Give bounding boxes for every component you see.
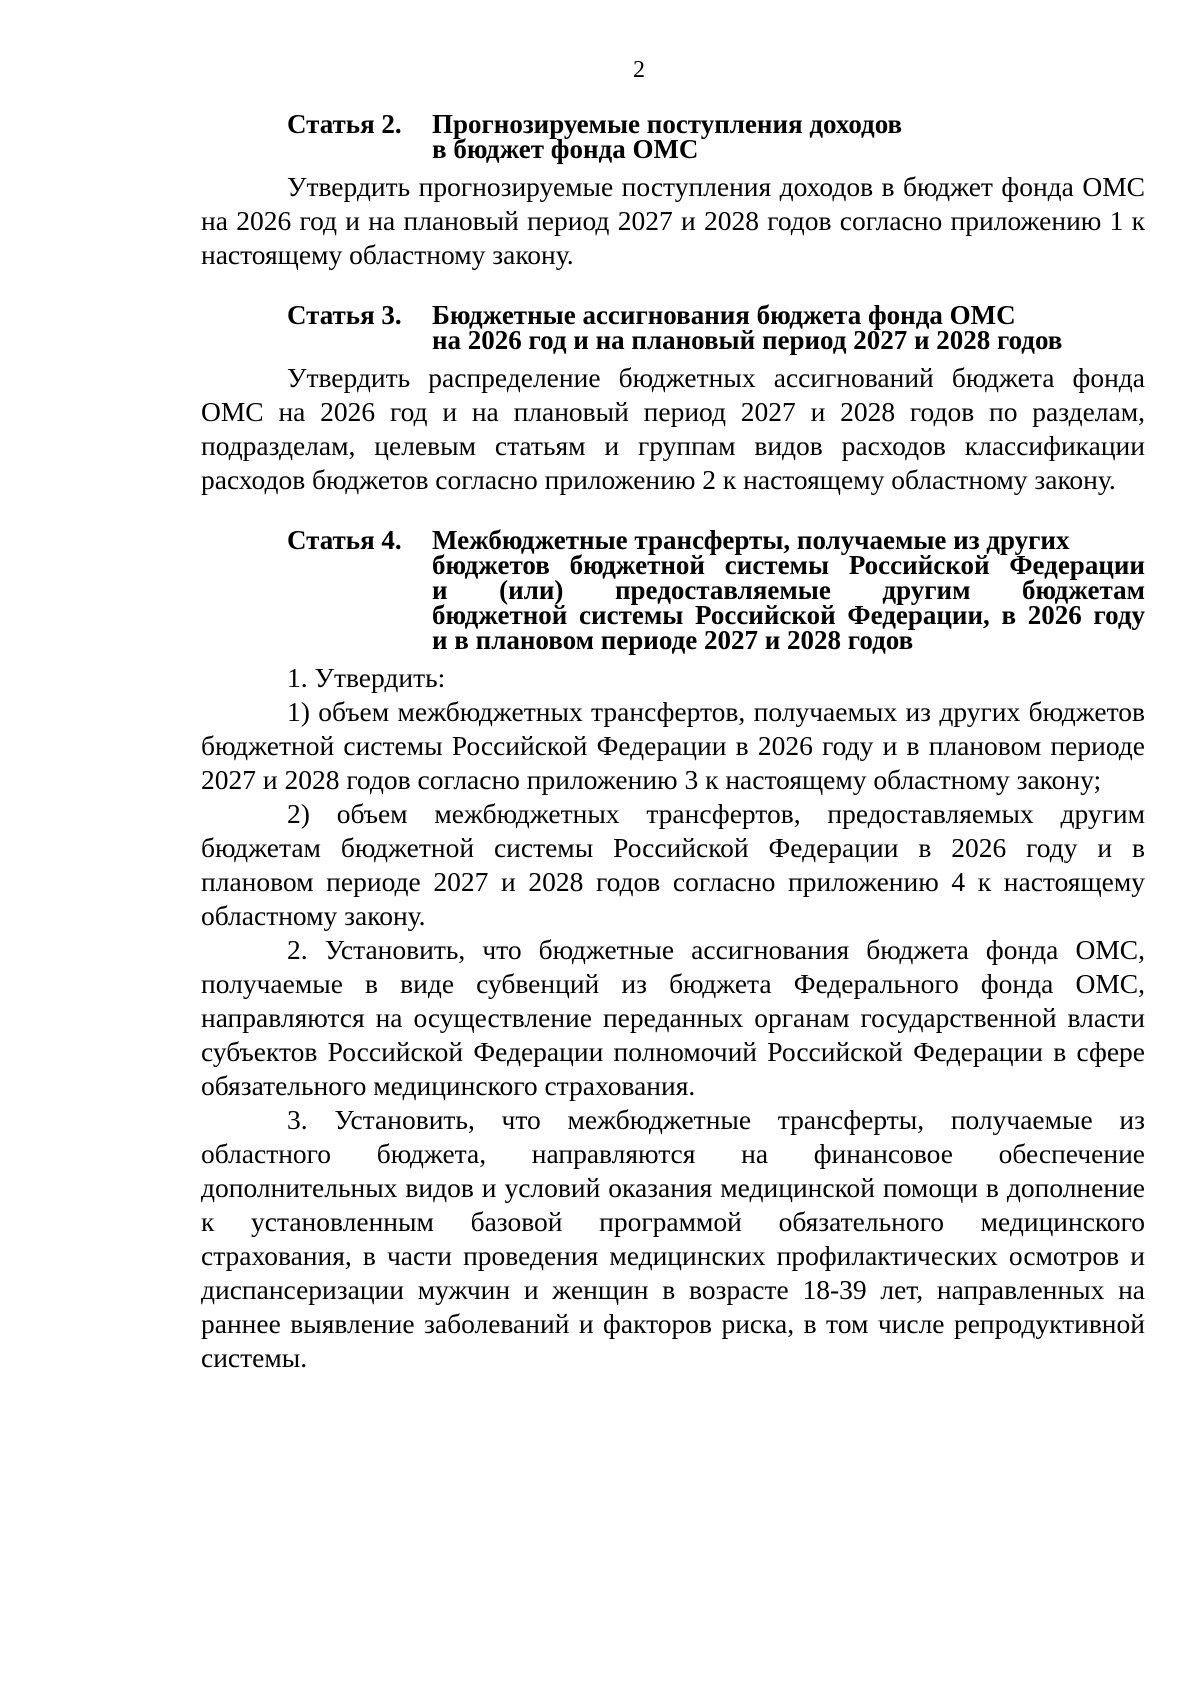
article-heading bbox=[287, 300, 1145, 355]
article-number: Статья 4. bbox=[287, 525, 402, 555]
page-number: 2 bbox=[633, 57, 645, 83]
paragraph: 1) объем межбюджетных трансфертов, получаемых из других бюджетов бюджетной системы Российской Федерации в 2026 году и в плановом периоде 2027 и 2028 годов согласно приложению 3 к настоящему областному закону; bbox=[201, 696, 1145, 795]
article-title-line: Прогнозируемые поступления доходов bbox=[432, 109, 903, 139]
article-heading bbox=[287, 109, 1145, 164]
paragraph: 1. Утвердить: bbox=[287, 662, 446, 693]
article-title-line: на 2026 год и на плановый период 2027 и 2028 годов bbox=[432, 325, 1063, 355]
article-4 bbox=[201, 525, 1145, 1375]
paragraph: 2) объем межбюджетных трансфертов, предоставляемых другим бюджетам бюджетной системы Российской Федерации в 2026 году и в плановом периоде 2027 и 2028 годов согласно приложению 4 к настоящему областному закону. bbox=[201, 798, 1145, 931]
paragraph: Утвердить распределение бюджетных ассигнований бюджета фонда ОМС на 2026 год и на плановый период 2027 и 2028 годов по разделам, подразделам, целевым статьям и группам видов расходов классификации расходов бюджетов согласно приложению 2 к настоящему областному закону. bbox=[201, 362, 1145, 495]
article-title-line: Межбюджетные трансферты, получаемые из других bbox=[432, 525, 1070, 555]
article-title-line: и в плановом периоде 2027 и 2028 годов bbox=[432, 625, 914, 655]
article-title bbox=[432, 109, 1145, 164]
article-3 bbox=[201, 300, 1145, 497]
article-heading bbox=[287, 525, 1145, 655]
paragraph: 2. Установить, что бюджетные ассигнования бюджета фонда ОМС, получаемые в виде субвенций из бюджета Федерального фонда ОМС, направляются на осуществление переданных органам государственной власти субъектов Российской Федерации полномочий Российской Федерации в сфере обязательного медицинского страхования. bbox=[201, 934, 1145, 1101]
article-title-line: бюджетной системы Российской Федерации, в 2026 году bbox=[432, 600, 1145, 630]
article-title-line: в бюджет фонда ОМС bbox=[432, 134, 699, 164]
paragraph: Утвердить прогнозируемые поступления доходов в бюджет фонда ОМС на 2026 год и на плановый период 2027 и 2028 годов согласно приложению 1 к настоящему областному закону. bbox=[201, 171, 1145, 270]
article-title-line: Бюджетные ассигнования бюджета фонда ОМС bbox=[432, 300, 1016, 330]
article-title-line: бюджетов бюджетной системы Российской Федерации bbox=[432, 550, 1145, 580]
article-2 bbox=[201, 109, 1145, 272]
paragraph: 3. Установить, что межбюджетные трансферты, получаемые из областного бюджета, направляются на финансовое обеспечение дополнительных видов и условий оказания медицинской помощи в дополнение к установленным базовой программой обязательного медицинского страхования, в части проведения медицинских профилактических осмотров и диспансеризации мужчин и женщин в возрасте 18-39 лет, направленных на раннее выявление заболеваний и факторов риска, в том числе репродуктивной системы. bbox=[201, 1104, 1145, 1373]
article-title bbox=[432, 300, 1145, 355]
article-title-line: и (или) предоставляемые другим бюджетам bbox=[432, 575, 1145, 605]
document-body bbox=[201, 109, 1145, 1375]
article-title bbox=[432, 525, 1145, 655]
article-number: Статья 3. bbox=[287, 300, 402, 330]
article-number: Статья 2. bbox=[287, 109, 402, 139]
